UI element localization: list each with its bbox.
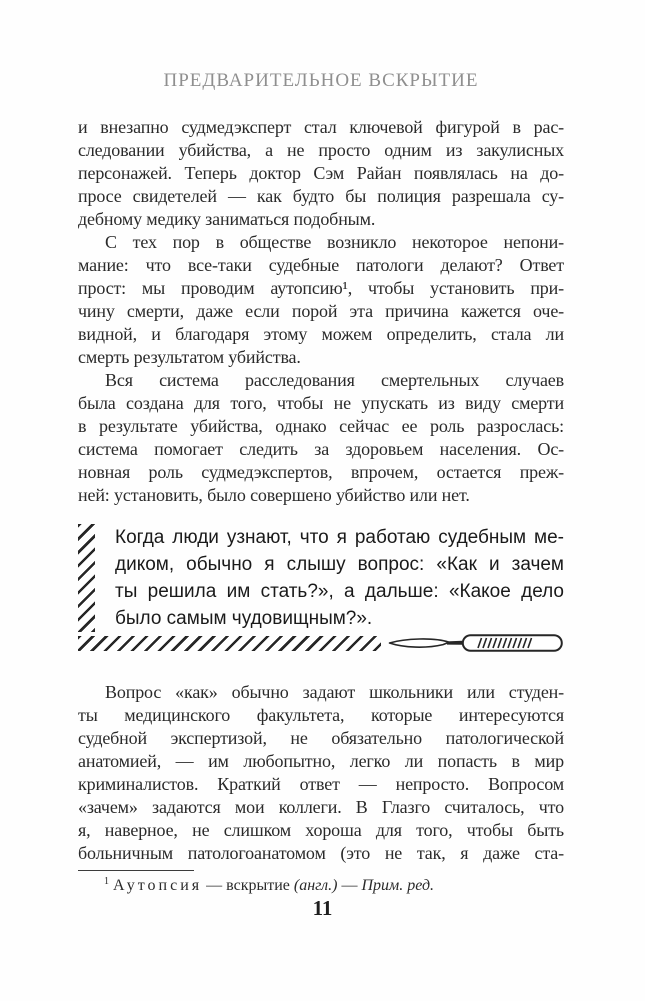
pull-quote-text (115, 524, 564, 632)
text-line: было самым чудовищным?». (115, 608, 373, 629)
text-line: Вся система расследования смертельных случаев (105, 370, 564, 390)
body-text-continued (78, 681, 564, 865)
text-line: ней: установить, было совершено убийство или нет. (78, 485, 470, 505)
paragraph (78, 116, 564, 231)
footnote-divider (78, 870, 194, 871)
footnote-term: Аутопсия (113, 877, 203, 894)
paragraph (78, 681, 564, 865)
text-line: и внезапно судмедэксперт стал ключевой фигурой в рас- (78, 117, 564, 137)
running-head: ПРЕДВАРИТЕЛЬНОЕ ВСКРЫТИЕ (163, 70, 479, 91)
hatch-border-left (78, 524, 95, 632)
scalpel-icon (388, 631, 564, 655)
text-line: криминалистов. Краткий ответ — непросто. Вопросом (78, 774, 564, 794)
text-line: видной, и благодаря этому можем определить, стала ли (78, 324, 564, 344)
pull-quote (78, 524, 564, 656)
footnote (78, 876, 564, 896)
text-line: мание: что все-таки судебные патологи делают? Ответ (78, 255, 564, 275)
text-line: ты медицинского факультета, которые интересуются (78, 705, 564, 725)
paragraph (78, 231, 564, 369)
text-line: система помогает следить за здоровьем населения. Ос- (78, 439, 564, 459)
text-line: дебному медику заниматься подобным. (78, 209, 376, 229)
text-line: «зачем» задаются мои коллеги. В Глазго считалось, что (78, 797, 564, 817)
text-line: я, наверное, не слишком хороша для того, чтобы быть (78, 820, 564, 840)
pull-quote-footer (78, 630, 564, 656)
text-line: персонажей. Теперь доктор Сэм Райан появлялась на до- (78, 163, 564, 183)
footnote-marker: 1 (104, 875, 109, 887)
footnote-text (78, 876, 564, 896)
text-line: диком, обычно я слышу вопрос: «Как и зачем (115, 554, 564, 575)
text-line: просе свидетелей — как будто бы полиция разрешала су- (78, 186, 564, 206)
text-line: чину смерти, даже если порой эта причина кажется оче- (78, 301, 564, 321)
text-line: смерть результатом убийства. (78, 347, 301, 367)
text-line: анатомией, — им любопытно, легко ли попасть в мир (78, 751, 564, 771)
hatch-border-bottom (78, 636, 381, 651)
footnote-separator: — (337, 877, 362, 894)
text-line: новная роль судмедэкспертов, впрочем, остается преж- (78, 462, 564, 482)
paragraph (78, 369, 564, 507)
text-line: С тех пор в обществе возникло некоторое непони- (105, 232, 564, 252)
footnote-lang: (англ.) (293, 877, 338, 894)
body-text (78, 116, 564, 507)
text-line: следовании убийства, а не просто одним из закулисных (78, 140, 564, 160)
text-line: Когда люди узнают, что я работаю судебным ме- (115, 527, 564, 548)
text-line: в результате убийства, однако сейчас ее роль разрослась: (78, 416, 564, 436)
text-line: прост: мы проводим аутопсию¹, чтобы установить при- (78, 278, 564, 298)
page-number: 11 (312, 896, 333, 920)
paragraph (115, 524, 564, 632)
footnote-source: Прим. ред. (361, 877, 435, 894)
text-line: судебной экспертизой, не обязательно патологической (78, 728, 564, 748)
footnote-definition: — вскрытие (202, 877, 294, 894)
text-line: Вопрос «как» обычно задают школьники или студен- (105, 682, 564, 702)
text-line: была создана для того, чтобы не упускать из виду смерти (78, 393, 564, 413)
text-line: ты решила им стать?», а дальше: «Какое дело (115, 581, 564, 602)
text-line: больничным патологоанатомом (это не так, я даже ста- (78, 843, 564, 863)
